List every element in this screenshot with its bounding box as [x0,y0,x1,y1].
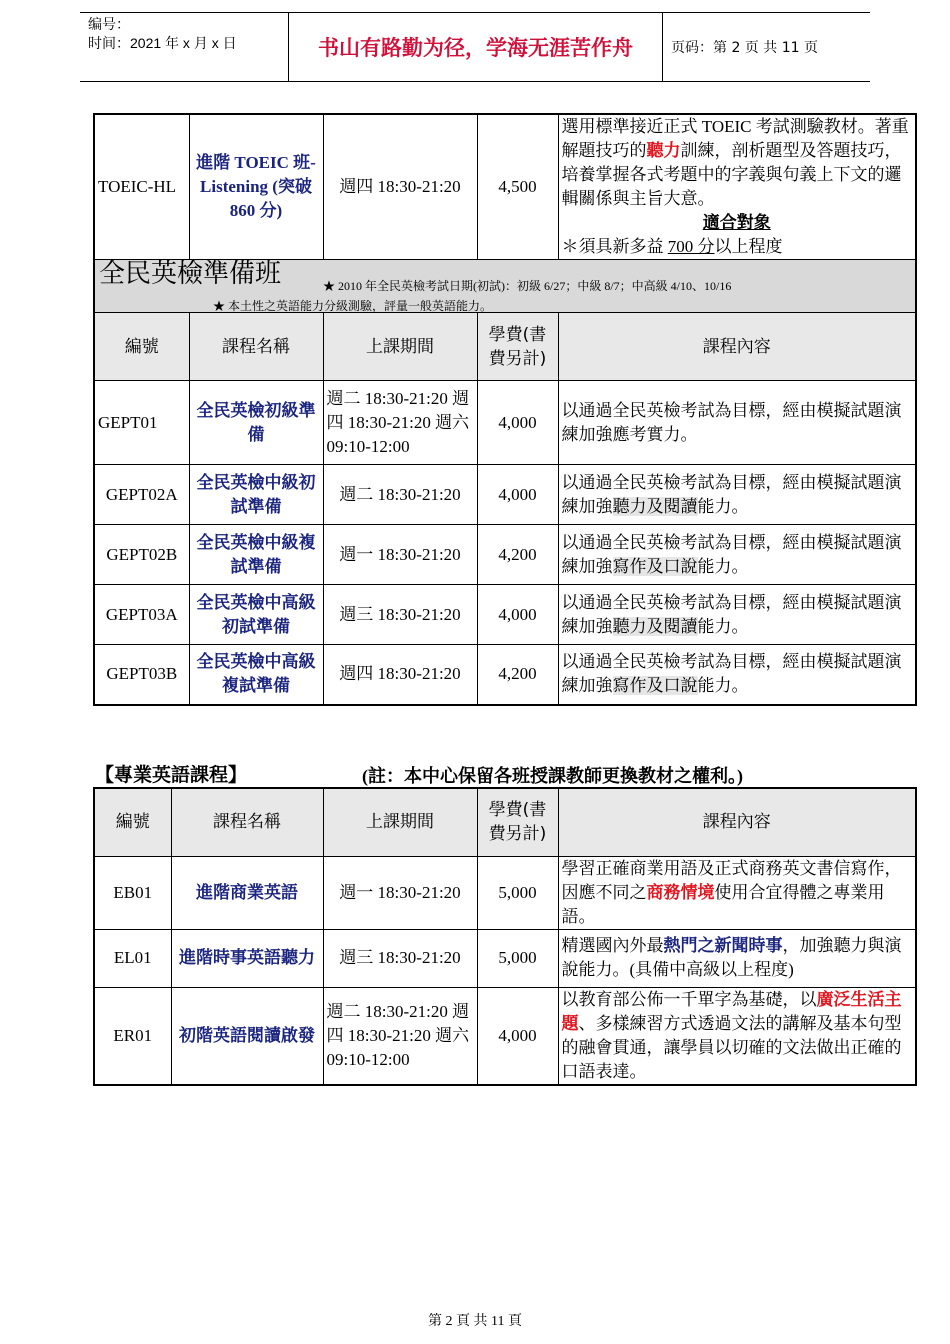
course-code: GEPT03B [94,645,189,705]
course-fee: 4,000 [477,465,558,525]
course-name: 全民英檢中級初試準備 [189,465,323,525]
course-fee: 4,000 [477,987,558,1085]
pro-section-title: 【專業英語課程】 [95,765,248,786]
course-content: 以通過全民英檢考試為目標，經由模擬試題演練加強應考實力。 [558,381,916,465]
course-content: 以通過全民英檢考試為目標，經由模擬試題演練加強寫作及口說能力。 [558,645,916,705]
course-time: 週三 18:30-21:20 [323,929,477,987]
header-time: 上課期間 [323,313,477,381]
course-content: 以通過全民英檢考試為目標，經由模擬試題演練加強聽力及閱讀能力。 [558,585,916,645]
course-time: 週四 18:30-21:20 [323,114,477,260]
header-name: 課程名稱 [171,788,323,856]
gept-title: 全民英檢準備班 [99,259,282,289]
course-name: 進階 TOEIC 班-Listening (突破 860 分) [189,114,323,260]
target-desc: ＊須具新多益 700 分以上程度 [561,237,783,256]
table-row [94,381,916,465]
table-row [94,929,916,987]
course-content: 精選國內外最熱門之新聞時事，加強聽力與演說能力。(具備中高級以上程度) [558,929,916,987]
course-time: 週二 18:30-21:20 週四 18:30-21:20 週六 09:10-12:00 [323,987,477,1085]
gept-note-1: ★ 2010 年全民英檢考試日期(初試)：初級 6/27；中級 8/7；中高級 4/10、10/16 [323,279,732,293]
course-time: 週三 18:30-21:20 [323,585,477,645]
course-code: TOEIC-HL [94,114,189,260]
course-name: 全民英檢中級複試準備 [189,525,323,585]
header-time: 上課期間 [323,788,477,856]
course-content: 學習正確商業用語及正式商務英文書信寫作，因應不同之商務情境使用合宜得體之專業用語。 [558,856,916,929]
course-name: 初階英語閱讀啟發 [171,987,323,1085]
course-content: 以教育部公佈一千單字為基礎，以廣泛生活主題、多樣練習方式透過文法的講解及基本句型的融會貫通，讓學員以切確的文法做出正確的口語表達。 [558,987,916,1085]
course-name: 進階商業英語 [171,856,323,929]
course-name: 全民英檢初級準備 [189,381,323,465]
table-row [94,585,916,645]
table-row-toeic [94,114,916,260]
course-content: 以通過全民英檢考試為目標，經由模擬試題演練加強寫作及口說能力。 [558,525,916,585]
course-fee: 5,000 [477,929,558,987]
header-content: 課程內容 [558,788,916,856]
table-row [94,465,916,525]
course-fee: 4,200 [477,525,558,585]
course-time: 週四 18:30-21:20 [323,645,477,705]
pro-section-note: (註：本中心保留各班授課教師更換教材之權利。) [362,766,743,786]
course-name: 進階時事英語聽力 [171,929,323,987]
course-content: 選用標準接近正式 TOEIC 考試測驗教材。著重解題技巧的聽力訓練，剖析題型及答題技巧，培養掌握各式考題中的字義與句義上下文的邏輯關係與主旨大意。 適合對象 ＊須具新多益 700 分以上程度 [558,114,916,260]
gept-note-2: ★ 本土性之英語能力分級測驗，評量一般英語能力。 [213,299,493,313]
course-fee: 4,200 [477,645,558,705]
course-fee: 4,000 [477,585,558,645]
table-row [94,525,916,585]
header-meta [80,13,289,81]
gept-banner-row [94,260,916,313]
course-code: EL01 [94,929,171,987]
header-slogan: 书山有路勤为径，学海无涯苦作舟 [289,13,663,81]
header-code: 編號 [94,313,189,381]
table-row [94,856,916,929]
table-header-row [94,788,916,856]
course-time: 週二 18:30-21:20 [323,465,477,525]
course-code: ER01 [94,987,171,1085]
course-time: 週二 18:30-21:20 週四 18:30-21:20 週六 09:10-12:00 [323,381,477,465]
course-name: 全民英檢中高級初試準備 [189,585,323,645]
course-fee: 4,000 [477,381,558,465]
date-label: 时间：2021 年 x 月 x 日 [88,35,237,51]
course-code: GEPT01 [94,381,189,465]
course-code: GEPT02B [94,525,189,585]
header-content: 課程內容 [558,313,916,381]
course-content: 以通過全民英檢考試為目標，經由模擬試題演練加強聽力及閱讀能力。 [558,465,916,525]
table-row [94,987,916,1085]
course-table-gept [93,113,917,706]
course-code: GEPT03A [94,585,189,645]
course-fee: 5,000 [477,856,558,929]
course-name: 全民英檢中高級複試準備 [189,645,323,705]
course-code: GEPT02A [94,465,189,525]
page-header [80,12,870,82]
number-label: 编号： [88,16,130,32]
gept-banner [94,260,916,313]
course-table-pro [93,787,917,1086]
course-time: 週一 18:30-21:20 [323,525,477,585]
header-fee: 學費(書費另計) [477,788,558,856]
header-name: 課程名稱 [189,313,323,381]
course-fee: 4,500 [477,114,558,260]
page-footer: 第 2 頁 共 11 頁 [428,1314,522,1329]
header-code: 編號 [94,788,171,856]
target-title: 適合對象 [702,213,771,232]
header-page-info: 页码：第 2 页 共 11 页 [671,40,818,56]
table-row [94,645,916,705]
header-fee: 學費(書費另計) [477,313,558,381]
course-time: 週一 18:30-21:20 [323,856,477,929]
table-header-row [94,313,916,381]
course-code: EB01 [94,856,171,929]
